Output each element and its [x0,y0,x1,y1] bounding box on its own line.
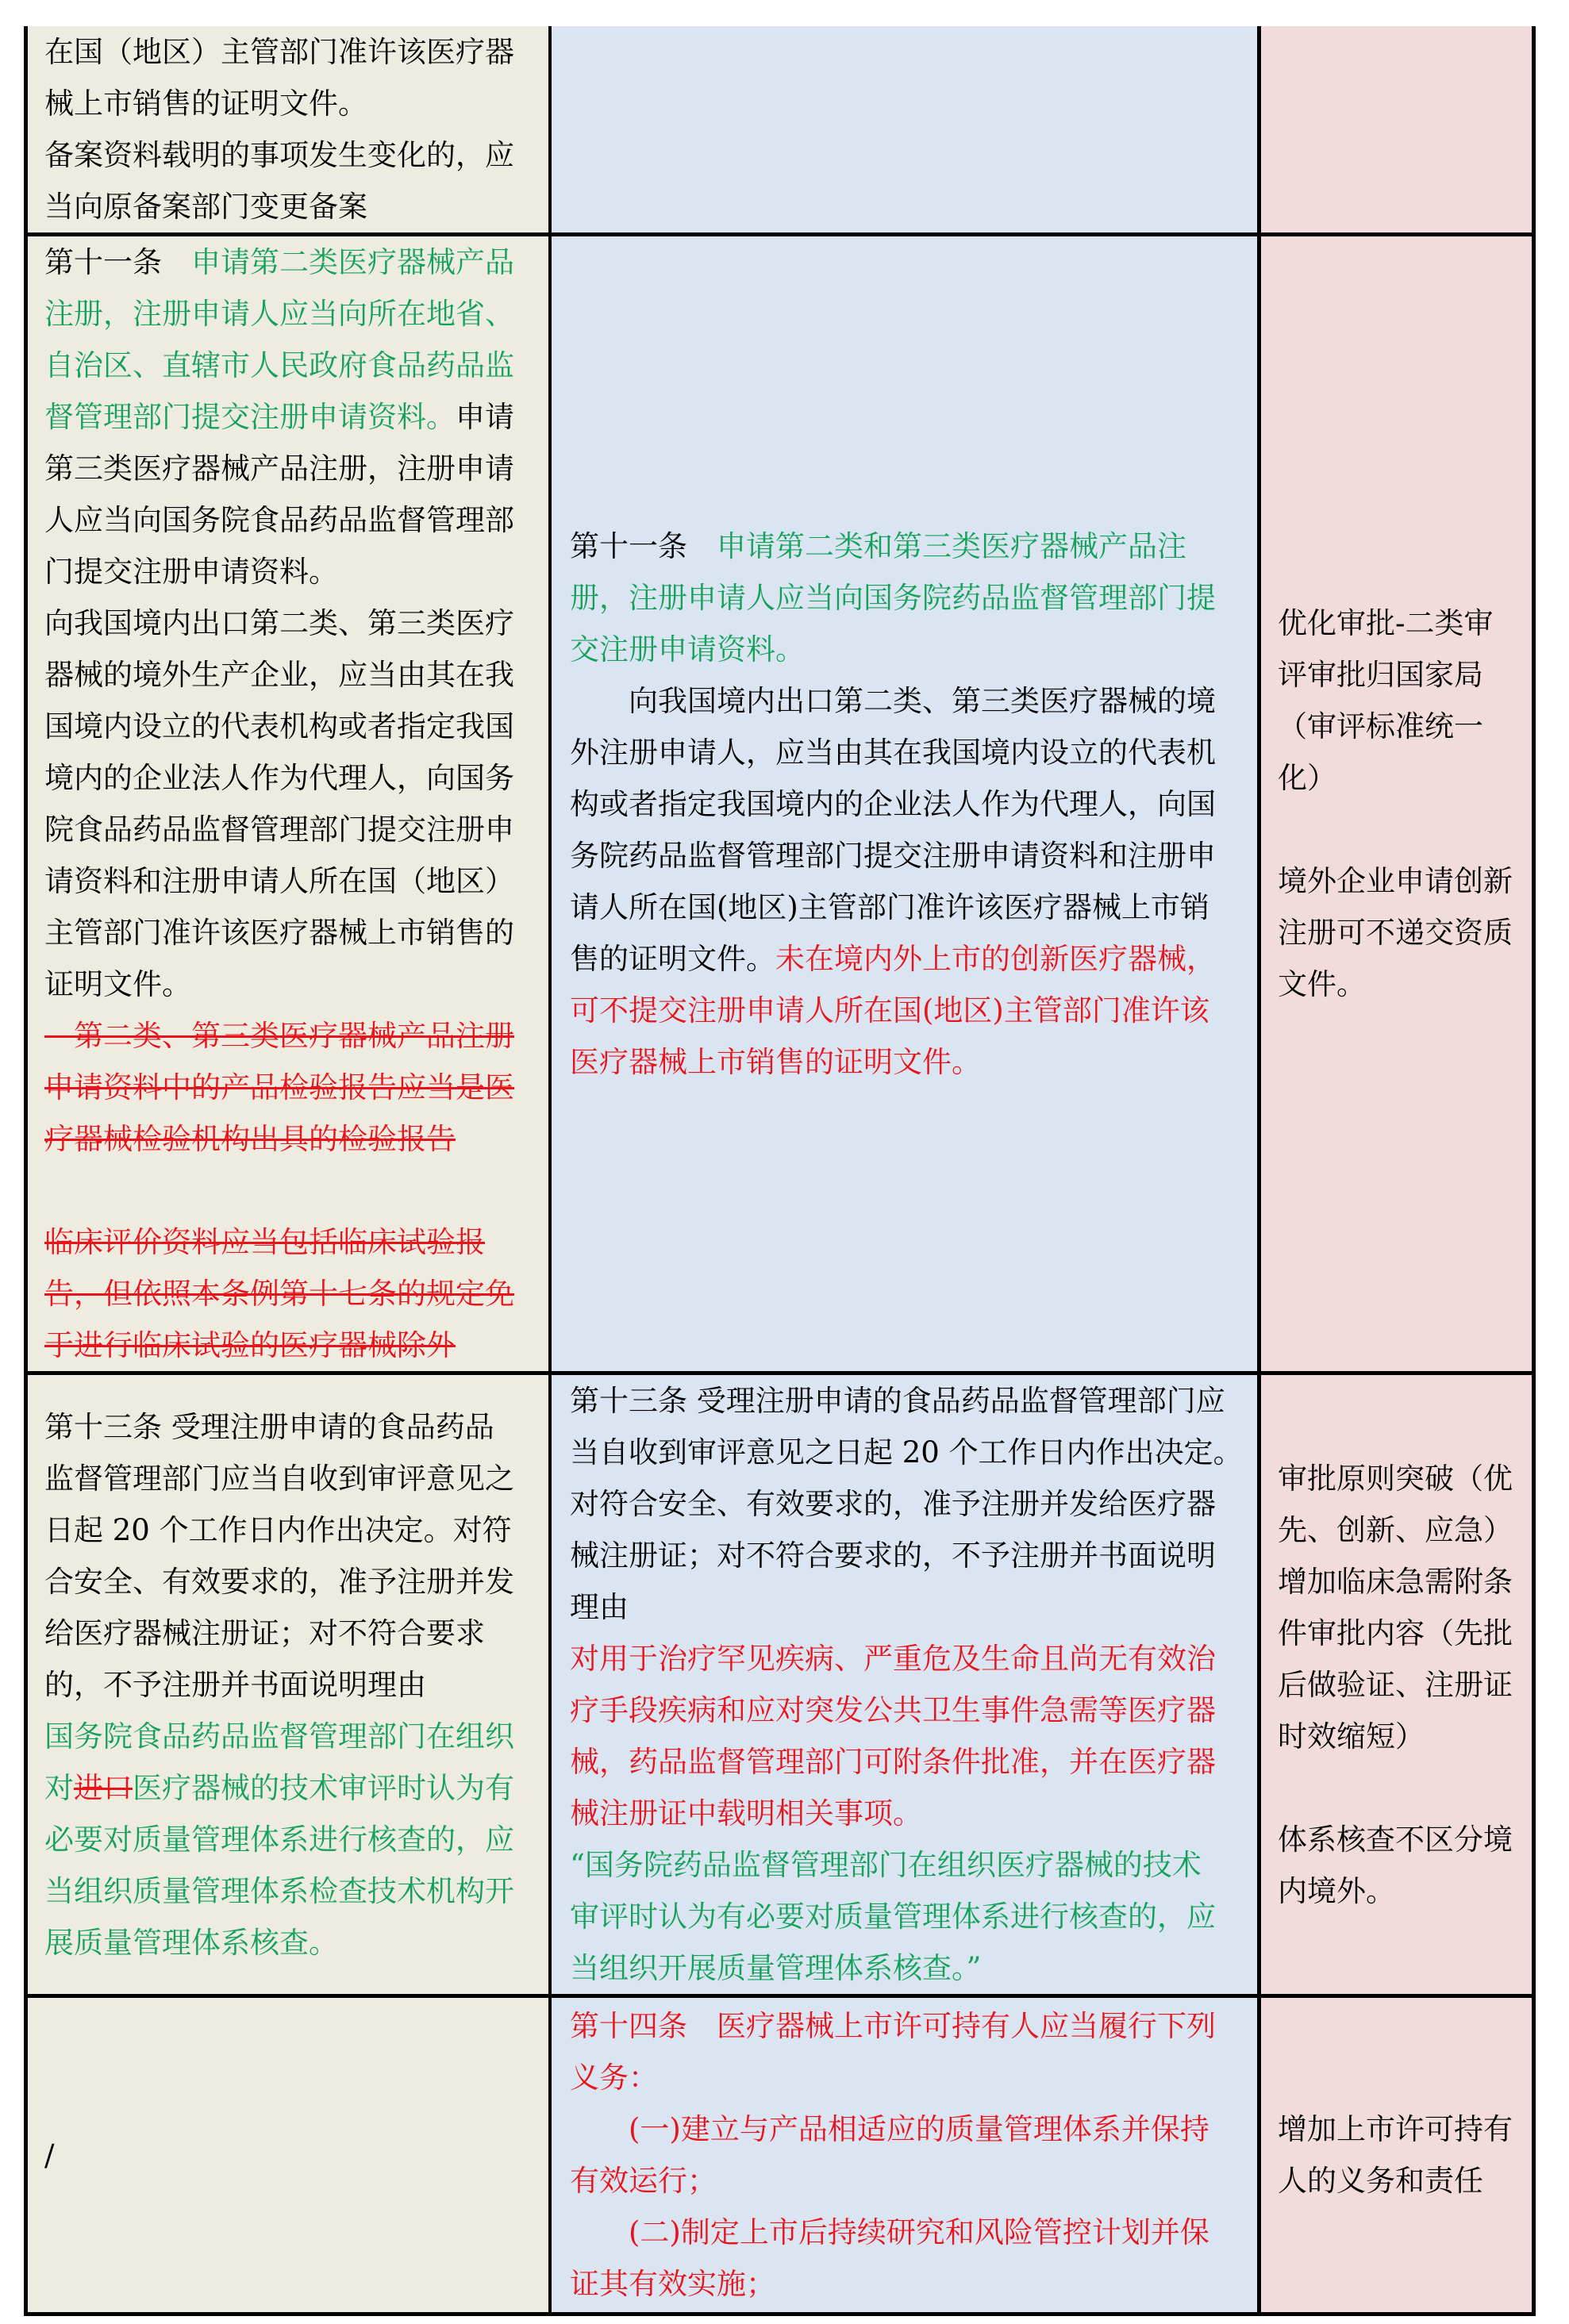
text-line [570,1788,1257,1839]
modified-text-run: 册，注册申请人应当向国务院药品监督管理部门提 [570,580,1216,615]
text-line [1278,1865,1532,1917]
text-line [1278,752,1532,804]
text-run: 件审批内容（先批 [1278,1615,1513,1650]
text-run: 境内的企业法人作为代理人，向国务 [44,761,514,795]
modified-text-run: 自治区、直辖市人民政府食品药品监 [44,348,514,382]
text-line [1278,597,1532,649]
text-line [44,443,548,494]
added-text-run: 对用于治疗罕见疾病、严重危及生命且尚无有效治 [570,1642,1216,1676]
row-4-original-text [44,1998,548,2312]
row-3-comment-text [1278,1375,1532,1994]
text-run: 监督管理部门应当自收到审评意见之 [44,1461,514,1496]
modified-text-run: 审评时认为有必要对质量管理体系进行核查的，应 [570,1900,1216,1934]
text-line [1278,958,1532,1010]
text-line [44,1401,548,1453]
added-text-run: (一)建立与产品相适应的质量管理体系并保持 [570,2112,1209,2146]
row-1-original-text [44,26,548,232]
text-run: 主管部门准许该医疗器械上市销售的 [44,916,514,950]
text-line [570,572,1257,624]
deleted-text-run: 进口 [74,1770,133,1805]
text-run: 优化审批-二类审 [1278,606,1494,640]
text-run: 后做验证、注册证 [1278,1667,1513,1702]
text-line [44,1216,548,1268]
text-line [44,1453,548,1504]
text-run: 第十一条 [570,528,717,563]
blank-line [1278,1762,1532,1814]
row-4-comment-text [1278,1998,1532,2312]
text-line [1278,907,1532,958]
added-text-run: 义务： [570,2061,658,2095]
text-line [44,1762,548,1814]
comparison-table [24,26,1536,2316]
modified-text-run: 注册，注册申请人应当向所在地省、 [44,297,514,331]
text-line [570,520,1257,572]
text-line [570,933,1257,985]
text-line [570,1036,1257,1088]
text-line [1278,2103,1532,2155]
row-3-original-cell [28,1375,548,1994]
text-line [1278,2155,1532,2207]
text-line [570,1839,1257,1891]
text-line [44,649,548,701]
text-run: 务院药品监督管理部门提交注册申请资料和注册申 [570,838,1216,873]
text-line [570,2103,1257,2155]
text-line [44,288,548,340]
text-line [44,1319,548,1371]
text-run: 当向原备案部门变更备案 [44,190,367,224]
text-line [570,2258,1257,2310]
text-run: 第十三条 受理注册申请的食品药品 [44,1409,494,1444]
text-run: 在国（地区）主管部门准许该医疗器 [44,35,514,69]
text-line [1278,1556,1532,1608]
text-line [1278,649,1532,701]
text-run: 评审批归国家局 [1278,658,1483,692]
text-run: 当自收到审评意见之日起 20 个工作日内作出决定。 [570,1435,1243,1469]
text-line [44,1062,548,1113]
deleted-text-run: 第二类、第三类医疗器械产品注册 [44,1019,514,1053]
text-run: 的，不予注册并书面说明理由 [44,1667,426,1702]
text-line [570,1478,1257,1530]
added-text-run: 可不提交注册申请人所在国(地区)主管部门准许该 [570,993,1209,1028]
text-line [44,340,548,391]
text-line [44,597,548,649]
text-run: 时效缩短） [1278,1719,1425,1754]
text-line [44,1504,548,1556]
text-run: 给医疗器械注册证；对不符合要求 [44,1615,485,1650]
text-run: 证明文件。 [44,967,191,1001]
text-run: 体系核查不区分境 [1278,1822,1513,1857]
deleted-text-run: 告，但依照本条例第十七条的规定免 [44,1277,514,1311]
text-line [44,752,548,804]
text-run: 售的证明文件。 [570,941,775,976]
text-line [1278,1659,1532,1711]
blank-line [1278,804,1532,855]
text-line [44,546,548,597]
row-4-revised-cell [552,1998,1257,2312]
text-line [570,1375,1257,1427]
text-run: 化） [1278,761,1336,795]
modified-text-run: “国务院药品监督管理部门在组织医疗器械的技术 [570,1848,1202,1882]
text-run: 增加上市许可持有 [1278,2112,1513,2146]
text-run: 院食品药品监督管理部门提交注册申 [44,812,514,847]
text-line [570,1427,1257,1478]
text-line [1278,1814,1532,1865]
text-run: 注册可不递交资质 [1278,916,1513,950]
row-2-comment-text [1278,236,1532,1371]
text-line [1278,701,1532,752]
text-line [44,1556,548,1608]
text-run: 先、创新、应急） [1278,1512,1513,1547]
text-run: / [44,2138,55,2172]
modified-text-run: 展质量管理体系核查。 [44,1925,338,1960]
added-text-run: 疗手段疾病和应对突发公共卫生事件急需等医疗器 [570,1693,1216,1727]
text-line [570,1581,1257,1633]
text-run: （审评标准统一 [1278,709,1483,743]
text-line [570,882,1257,933]
added-text-run: 证其有效实施； [570,2267,775,2301]
modified-text-run: 申请第二类和第三类医疗器械产品注 [717,528,1186,563]
text-line [44,1917,548,1969]
text-line [44,1814,548,1865]
modified-text-run: 国务院食品药品监督管理部门在组织 [44,1719,514,1754]
row-2-original-cell [28,236,548,1371]
text-line [570,1736,1257,1788]
text-line [1278,1711,1532,1762]
modified-text-run: 申请第二类医疗器械产品 [191,245,514,279]
modified-text-run: 交注册申请资料。 [570,632,805,666]
text-line [570,675,1257,727]
row-2-revised-cell [552,236,1257,1371]
modified-text-run: 当组织质量管理体系检查技术机构开 [44,1873,514,1908]
row-1-revised-cell [552,26,1257,232]
text-line [44,129,548,181]
text-line [44,1659,548,1711]
text-line [570,1684,1257,1736]
text-line [570,830,1257,882]
text-run: 门提交注册申请资料。 [44,555,338,589]
text-run: 内境外。 [1278,1873,1395,1908]
blank-line [44,1165,548,1216]
text-run: 第十一条 [44,245,191,279]
text-line [570,1891,1257,1942]
text-run: 境外企业申请创新 [1278,864,1513,898]
text-line [570,778,1257,830]
row-1-original-cell [28,26,548,232]
text-run: 第三类医疗器械产品注册，注册申请 [44,451,514,486]
row-2-original-text [44,236,548,1371]
text-run: 器械的境外生产企业，应当由其在我 [44,658,514,692]
text-line [44,1268,548,1319]
row-4-revised-text [570,1998,1257,2312]
modified-text-run: 必要对质量管理体系进行核查的，应 [44,1822,514,1857]
text-line [44,1010,548,1062]
text-line [44,804,548,855]
text-run: 请人所在国(地区)主管部门准许该医疗器械上市销 [570,889,1209,924]
modified-text-run: 医疗器械的技术审评时认为有 [133,1770,514,1805]
text-run: 日起 20 个工作日内作出决定。对符 [44,1512,512,1547]
text-line [570,2000,1257,2052]
text-line [570,985,1257,1036]
text-run: 备案资料载明的事项发生变化的，应 [44,138,514,172]
added-text-run: 械注册证中载明相关事项。 [570,1796,922,1830]
text-line [44,494,548,546]
row-4-comment-cell [1261,1998,1532,2312]
text-line [44,2130,548,2181]
text-line [570,2155,1257,2207]
text-line [1278,1504,1532,1556]
text-run: 械上市销售的证明文件。 [44,86,367,121]
row-2-comment-cell [1261,236,1532,1371]
added-text-run: 医疗器械上市销售的证明文件。 [570,1044,981,1079]
row-3-comment-cell [1261,1375,1532,1994]
text-line [44,958,548,1010]
text-run: 外注册申请人，应当由其在我国境内设立的代表机 [570,735,1216,770]
text-run: 第十三条 受理注册申请的食品药品监督管理部门应 [570,1384,1225,1418]
text-line [44,701,548,752]
text-run: 增加临床急需附条 [1278,1564,1513,1599]
text-run: 国境内设立的代表机构或者指定我国 [44,709,514,743]
added-text-run: 械，药品监督管理部门可附条件批准，并在医疗器 [570,1745,1216,1779]
text-run: 向我国境内出口第二类、第三类医疗器械的境 [570,683,1216,718]
row-3-revised-cell [552,1375,1257,1994]
text-line [1278,1453,1532,1504]
modified-text-run: 对 [44,1770,74,1805]
text-line [570,1633,1257,1684]
row-1-comment-cell [1261,26,1532,232]
text-run: 理由 [570,1590,629,1624]
text-run: 申请 [456,400,514,434]
added-text-run: 第十四条 医疗器械上市许可持有人应当履行下列 [570,2009,1216,2043]
modified-text-run: 督管理部门提交注册申请资料。 [44,400,456,434]
text-run: 向我国境内出口第二类、第三类医疗 [44,606,514,640]
text-run: 请资料和注册申请人所在国（地区） [44,864,514,898]
text-line [44,1865,548,1917]
modified-text-run: 当组织开展质量管理体系核查。” [570,1951,982,1985]
deleted-text-run: 申请资料中的产品检验报告应当是医 [44,1070,514,1104]
text-line [44,181,548,232]
row-3-original-text [44,1375,548,1994]
text-line [44,1113,548,1165]
deleted-text-run: 于进行临床试验的医疗器械除外 [44,1328,456,1362]
text-line [570,2052,1257,2103]
row-4-original-cell [28,1998,548,2312]
text-run: 构或者指定我国境内的企业法人作为代理人，向国 [570,786,1216,821]
text-line [44,1711,548,1762]
text-line [1278,855,1532,907]
text-line [44,855,548,907]
text-line [44,1608,548,1659]
row-2-revised-text [570,236,1257,1371]
row-3-revised-text [570,1375,1257,1994]
text-line [44,236,548,288]
text-run: 对符合安全、有效要求的，准予注册并发给医疗器 [570,1487,1216,1521]
text-run: 合安全、有效要求的，准予注册并发 [44,1564,514,1599]
added-text-run: 有效运行； [570,2164,717,2198]
text-line [570,727,1257,778]
text-run: 审批原则突破（优 [1278,1461,1513,1496]
text-line [570,2207,1257,2258]
row-1-comment-text [1278,26,1532,232]
text-run: 人的义务和责任 [1278,2164,1483,2198]
text-line [44,26,548,78]
deleted-text-run: 疗器械检验机构出具的检验报告 [44,1122,456,1156]
deleted-text-run: 临床评价资料应当包括临床试验报 [44,1225,485,1259]
text-run: 文件。 [1278,967,1366,1001]
text-run: 械注册证；对不符合要求的，不予注册并书面说明 [570,1538,1216,1573]
row-1-revised-text [570,26,1257,232]
text-line [570,624,1257,675]
text-line [44,78,548,129]
text-line [570,1530,1257,1581]
added-text-run: (二)制定上市后持续研究和风险管控计划并保 [570,2215,1209,2249]
added-text-run: 未在境内外上市的创新医疗器械， [775,941,1216,976]
text-line [44,907,548,958]
text-line [1278,1608,1532,1659]
text-line [44,391,548,443]
text-run: 人应当向国务院食品药品监督管理部 [44,503,514,537]
text-line [570,1942,1257,1994]
